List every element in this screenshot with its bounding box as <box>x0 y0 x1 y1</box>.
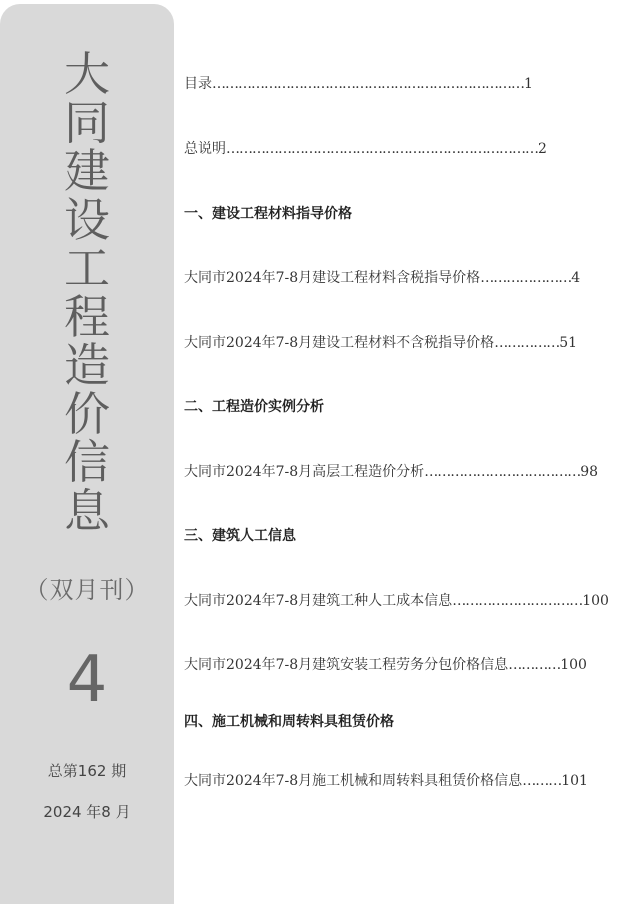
toc-entry-title: 大同市2024年7-8月建设工程材料不含税指导价格 <box>184 335 495 351</box>
toc-leader-dots: ………………… <box>480 270 572 286</box>
toc-entry-title: 大同市2024年7-8月建设工程材料含税指导价格 <box>184 270 481 286</box>
toc-entry[interactable] <box>184 591 609 611</box>
toc-entry-title: 大同市2024年7-8月建筑安装工程劳务分包价格信息 <box>184 657 509 673</box>
toc-entry[interactable] <box>184 655 587 675</box>
title-char: 同 <box>64 95 110 150</box>
toc-entry[interactable] <box>184 462 598 482</box>
toc-leader-dots: ……………………………… <box>424 464 581 480</box>
publication-title <box>0 47 174 538</box>
section-heading: 三、建筑人工信息 <box>184 528 296 544</box>
toc-entry-title: 大同市2024年7-8月高层工程造价分析 <box>184 464 425 480</box>
frequency-label: （双月刊） <box>24 576 150 604</box>
toc-entry-page: 2 <box>538 141 547 157</box>
title-char: 建 <box>64 144 110 198</box>
toc-leader-dots: ……………………………………………………………… <box>226 141 538 157</box>
toc-entry-page: 100 <box>582 593 609 609</box>
title-char: 设 <box>64 192 110 247</box>
toc-leader-dots: …………… <box>494 335 560 351</box>
toc-entry-title: 大同市2024年7-8月施工机械和周转料具租赁价格信息 <box>184 773 523 789</box>
title-char: 造 <box>64 338 110 392</box>
toc-leader-dots: ………………………… <box>452 593 583 609</box>
toc-entry-page: 101 <box>561 773 588 789</box>
toc-entry[interactable] <box>184 771 588 791</box>
title-char: 程 <box>64 289 110 344</box>
total-issue: 总第162 期 <box>47 762 127 780</box>
toc-entry-contents[interactable] <box>184 74 533 94</box>
issue-number: 4 <box>66 643 108 717</box>
title-char: 大 <box>64 47 110 101</box>
title-char: 信 <box>64 435 110 489</box>
toc-entry-page: 100 <box>560 657 587 673</box>
title-char: 工 <box>64 241 110 295</box>
toc-leader-dots: ………… <box>508 657 561 673</box>
toc-leader-dots: ……… <box>522 773 562 789</box>
toc-entry[interactable] <box>184 333 577 353</box>
toc-leader-dots: ……………………………………………………………… <box>212 76 524 92</box>
toc-entry-page: 4 <box>571 270 581 286</box>
toc-entry-title: 总说明 <box>184 141 226 157</box>
section-heading: 二、工程造价实例分析 <box>184 399 324 415</box>
section-heading: 四、施工机械和周转料具租赁价格 <box>184 714 394 730</box>
toc-entry-general-notes[interactable] <box>184 139 547 159</box>
toc-entry-title: 目录 <box>184 76 212 92</box>
toc-entry-page: 1 <box>524 76 533 92</box>
title-char: 息 <box>64 483 110 538</box>
toc-entry-page: 98 <box>580 464 599 480</box>
title-char: 价 <box>64 386 110 441</box>
toc-entry-page: 51 <box>559 335 578 351</box>
toc-entry[interactable] <box>184 268 580 288</box>
publication-date: 2024 年8 月 <box>43 803 131 821</box>
section-heading: 一、建设工程材料指导价格 <box>184 206 352 222</box>
toc-entry-title: 大同市2024年7-8月建筑工种人工成本信息 <box>184 593 453 609</box>
cover-sidebar <box>0 4 174 904</box>
